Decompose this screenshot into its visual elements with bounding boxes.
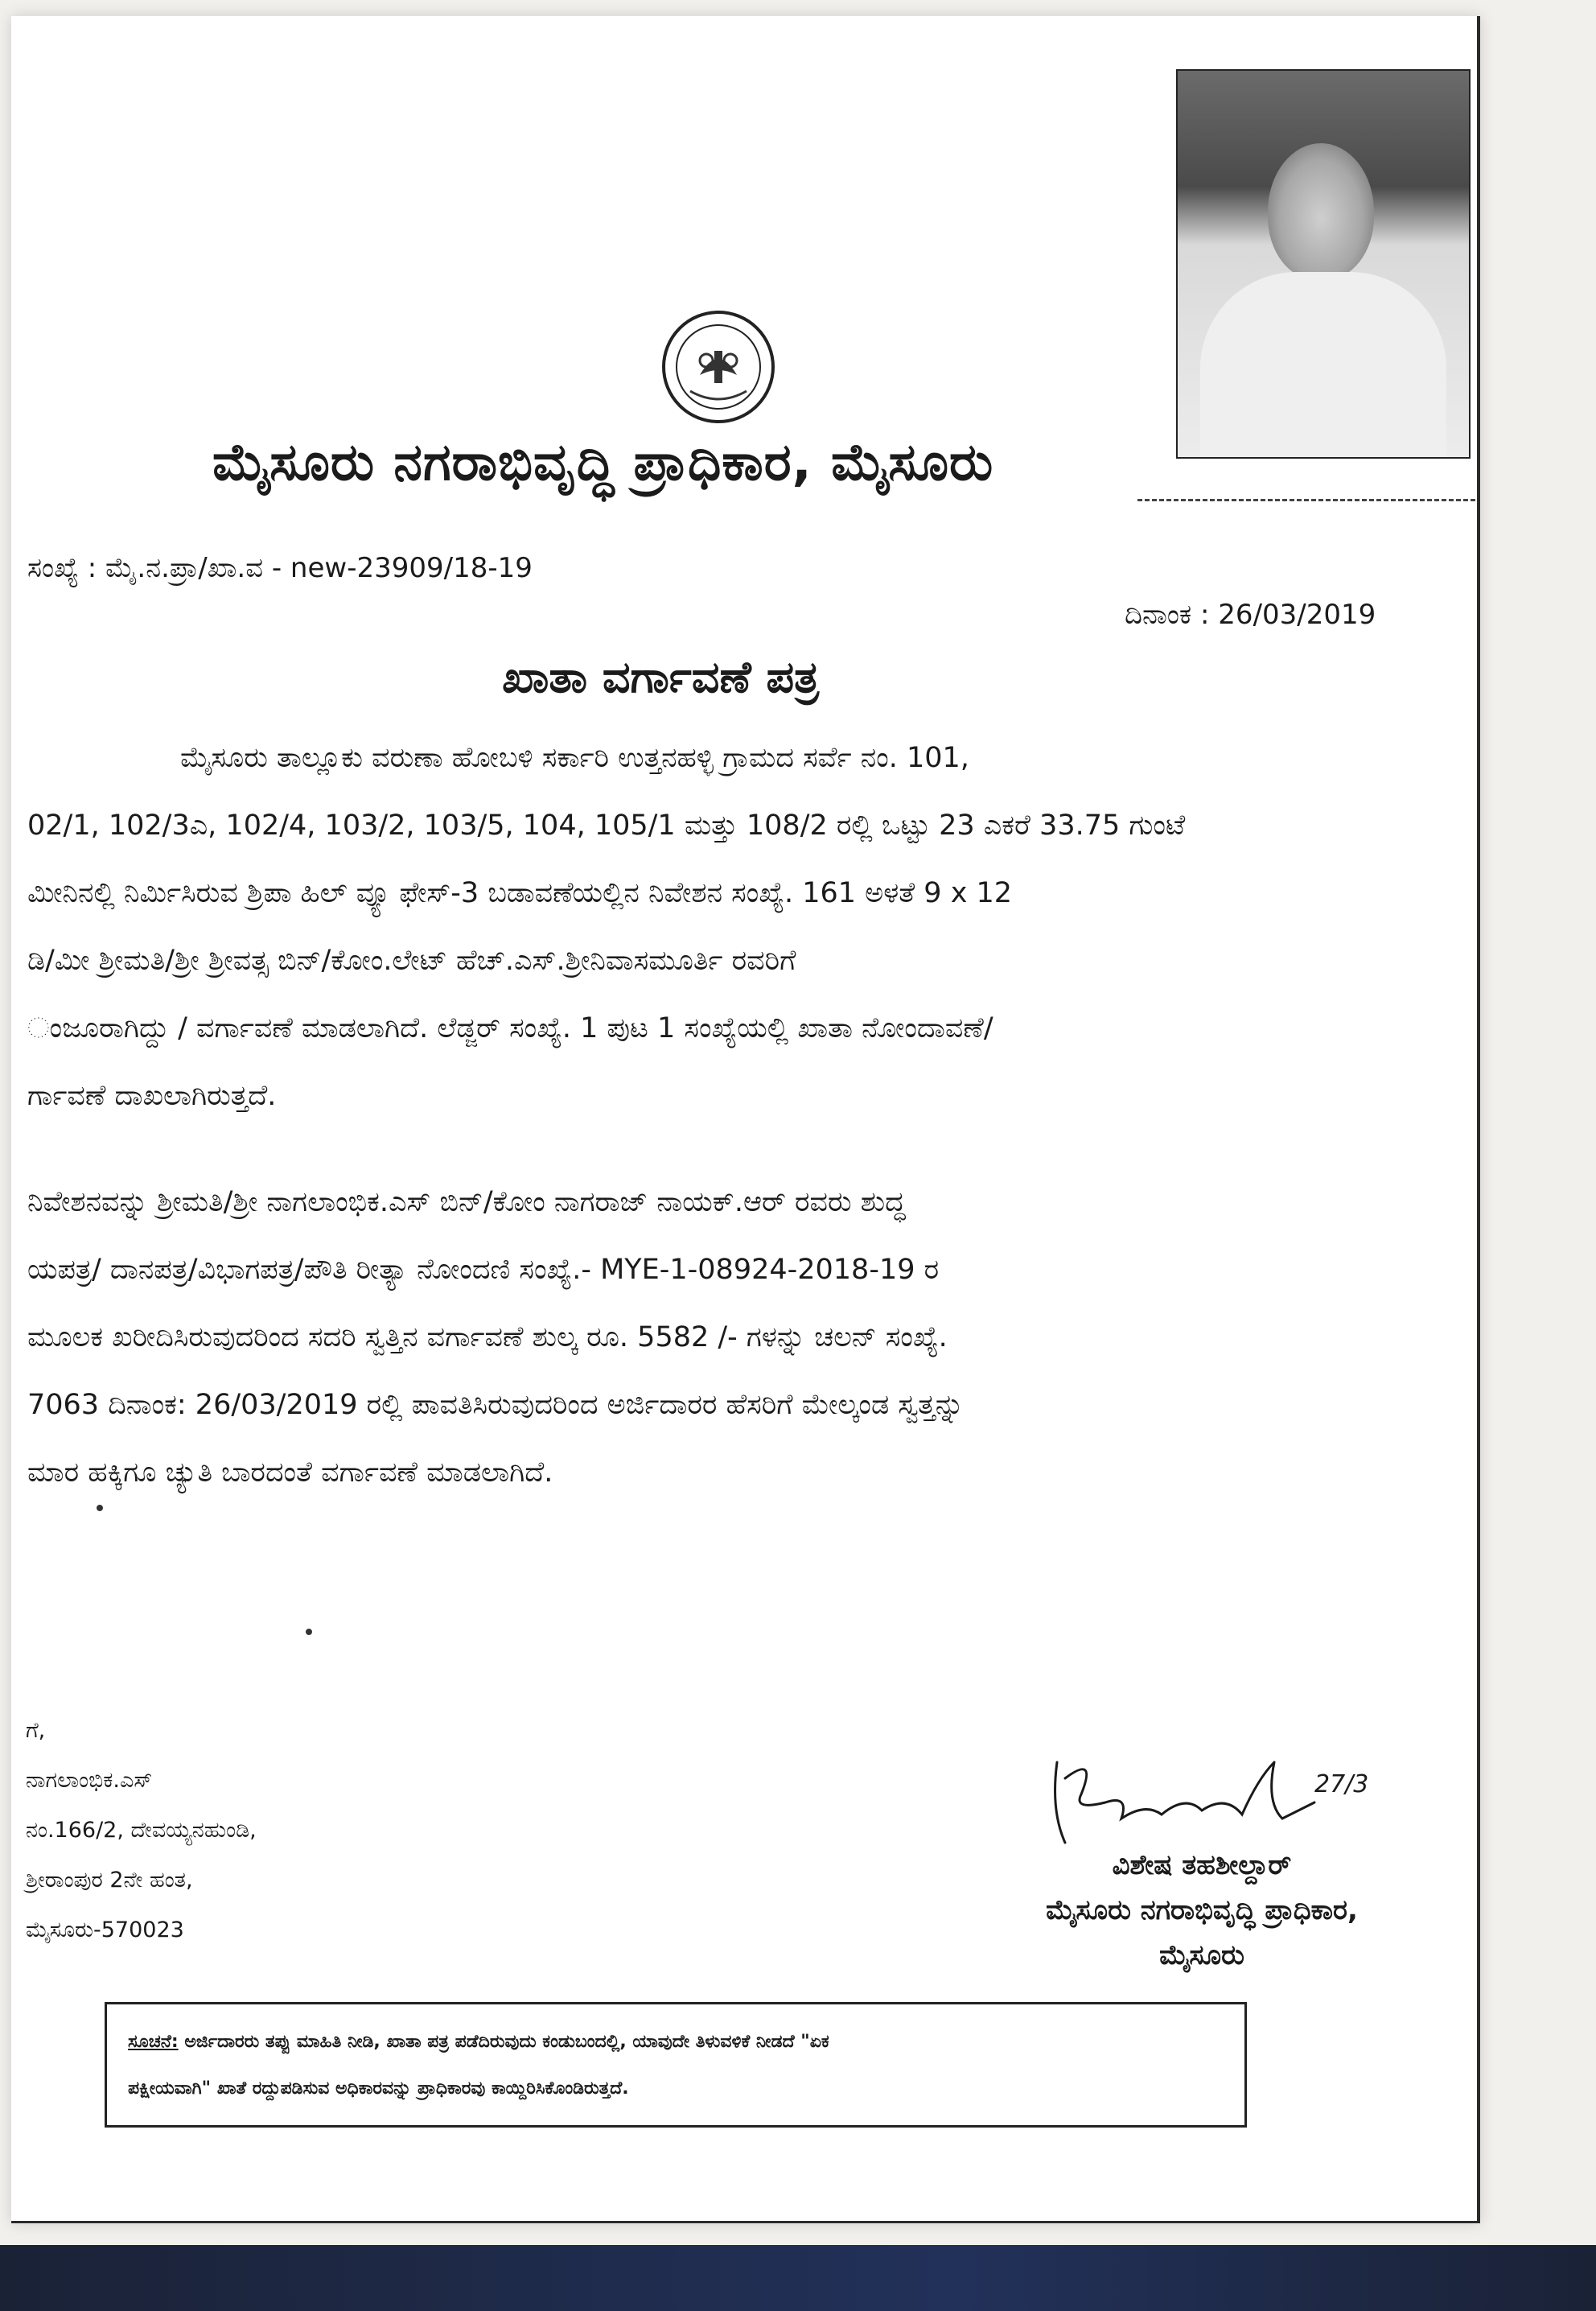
ink-speck bbox=[306, 1629, 312, 1635]
paragraph-2-line: ಮೂಲಕ ಖರೀದಿಸಿರುವುದರಿಂದ ಸದರಿ ಸ್ವತ್ತಿನ ವರ್ಗಾವಣೆ ಶುಲ್ಕ ರೂ. 5582 /- ಗಳನ್ನು ಚಲನ್ ಸಂಖ್ಯೆ. bbox=[27, 1321, 948, 1353]
title-divider bbox=[1137, 499, 1475, 501]
photo-body-shape bbox=[1200, 272, 1446, 457]
applicant-address bbox=[26, 1706, 257, 1955]
paragraph-1 bbox=[11, 724, 1459, 1130]
notice-text-line-2: ಪಕ್ಷೀಯವಾಗಿ" ಖಾತೆ ರದ್ದುಪಡಿಸುವ ಅಧಿಕಾರವನ್ನು ಪ್ರಾಧಿಕಾರವು ಕಾಯ್ದಿರಿಸಿಕೊಂಡಿರುತ್ತದೆ. bbox=[128, 2078, 629, 2099]
paragraph-1-line: ಂಜೂರಾಗಿದ್ದು / ವರ್ಗಾವಣೆ ಮಾಡಲಾಗಿದೆ. ಲೆಡ್ಜರ್ ಸಂಖ್ಯೆ. 1 ಪುಟ 1 ಸಂಖ್ಯೆಯಲ್ಲಿ ಖಾತಾ ನೋಂದಾವಣೆ/ bbox=[27, 1012, 993, 1044]
reference-number: ಸಂಖ್ಯೆ : ಮೈ.ನ.ಪ್ರಾ/ಖಾ.ವ - new-23909/18-19 bbox=[27, 552, 533, 584]
document-page bbox=[11, 16, 1480, 2223]
paragraph-1-line: 02/1, 102/3ಎ, 102/4, 103/2, 103/5, 104, 105/1 ಮತ್ತು 108/2 ರಲ್ಲಿ ಒಟ್ಟು 23 ಎಕರೆ 33.75 ಗುಂಟೆ bbox=[27, 809, 1186, 842]
officer-block bbox=[928, 1843, 1475, 1978]
officer-office: ಮೈಸೂರು ನಗರಾಭಿವೃದ್ಧಿ ಪ್ರಾಧಿಕಾರ, bbox=[1046, 1894, 1358, 1926]
paragraph-2-line: 7063 ದಿನಾಂಕ: 26/03/2019 ರಲ್ಲಿ ಪಾವತಿಸಿರುವುದರಿಂದ ಅರ್ಜಿದಾರರ ಹೆಸರಿಗೆ ಮೇಲ್ಕಂಡ ಸ್ವತ್ತನ್ನು bbox=[27, 1389, 965, 1421]
authority-seal-icon bbox=[658, 295, 779, 439]
paragraph-2-line: ನಿವೇಶನವನ್ನು ಶ್ರೀಮತಿ/ಶ್ರೀ ನಾಗಲಾಂಭಿಕ.ಎಸ್ ಬಿನ್/ಕೋಂ ನಾಗರಾಜ್ ನಾಯಕ್.ಆರ್ ರವರು ಶುದ್ಧ bbox=[27, 1186, 906, 1218]
paragraph-1-line: ರ್ಗಾವಣೆ ದಾಖಲಾಗಿರುತ್ತದೆ. bbox=[27, 1080, 277, 1112]
paragraph-2-line: ಯಪತ್ರ/ ದಾನಪತ್ರ/ವಿಭಾಗಪತ್ರ/ಪೌತಿ ರೀತ್ಯಾ ನೋಂದಣಿ ಸಂಖ್ಯೆ.- MYE-1-08924-2018-19 ರ bbox=[27, 1254, 940, 1286]
officer-designation: ವಿಶೇಷ ತಹಶೀಲ್ದಾರ್ bbox=[1112, 1849, 1292, 1881]
address-salutation: ಗೆ, bbox=[26, 1718, 46, 1743]
paragraph-1-line: ಮೈಸೂರು ತಾಲ್ಲೂಕು ವರುಣಾ ಹೋಬಳಿ ಸರ್ಕಾರಿ ಉತ್ತನಹಳ್ಳಿ ಗ್ರಾಮದ ಸರ್ವೆ ನಂ. 101, bbox=[180, 742, 969, 774]
photo-head-shape bbox=[1268, 143, 1374, 280]
address-city: ಮೈಸೂರು-570023 bbox=[26, 1918, 184, 1942]
paragraph-1-line: ಮೀನಿನಲ್ಲಿ ನಿರ್ಮಿಸಿರುವ ಶ್ರಿಪಾ ಹಿಲ್ ವ್ಯೂ ಫೇಸ್-3 ಬಡಾವಣೆಯಲ್ಲಿನ ನಿವೇಶನ ಸಂಖ್ಯೆ. 161 ಅಳತೆ 9 x 12 bbox=[27, 877, 1013, 909]
scan-background-strip bbox=[0, 2245, 1596, 2311]
document-heading: ಖಾತಾ ವರ್ಗಾವಣೆ ಪತ್ರ bbox=[502, 652, 820, 702]
paragraph-1-line: ಡಿ/ಮೀ ಶ್ರೀಮತಿ/ಶ್ರೀ ಶ್ರೀವತ್ಸ ಬಿನ್/ಕೋಂ.ಲೇಟ್ ಹೆಚ್.ಎಸ್.ಶ್ರೀನಿವಾಸಮೂರ್ತಿ ರವರಿಗೆ bbox=[27, 945, 796, 977]
applicant-name: ನಾಗಲಾಂಭಿಕ.ಎಸ್ bbox=[26, 1768, 153, 1793]
authority-title: ಮೈಸೂರು ನಗರಾಭಿವೃದ್ಧಿ ಪ್ರಾಧಿಕಾರ, ಮೈಸೂರು bbox=[212, 433, 994, 492]
applicant-photo bbox=[1176, 69, 1471, 459]
address-line-2: ಶ್ರೀರಾಂಪುರ 2ನೇ ಹಂತ, bbox=[26, 1868, 193, 1893]
notice-label: ಸೂಚನೆ: bbox=[128, 2032, 179, 2052]
ink-speck bbox=[97, 1505, 103, 1511]
notice-box bbox=[105, 2002, 1247, 2128]
notice-text-line-1: ಅರ್ಜಿದಾರರು ತಪ್ಪು ಮಾಹಿತಿ ನೀಡಿ, ಖಾತಾ ಪತ್ರ ಪಡೆದಿರುವುದು ಕಂಡುಬಂದಲ್ಲಿ, ಯಾವುದೇ ತಿಳುವಳಿಕೆ ನೀಡದೆ "ಏಕ bbox=[184, 2032, 829, 2052]
officer-city: ಮೈಸೂರು bbox=[1159, 1939, 1244, 1971]
signature-date-scrawl: 27/3 bbox=[1314, 1770, 1369, 1798]
issue-date: ದಿನಾಂಕ : 26/03/2019 bbox=[1125, 599, 1376, 631]
address-line-1: ನಂ.166/2, ದೇವಯ್ಯನಹುಂಡಿ, bbox=[26, 1818, 257, 1843]
officer-signature bbox=[1033, 1746, 1403, 1859]
paragraph-2-line: ಮಾರ ಹಕ್ಕಿಗೂ ಚ್ಯುತಿ ಬಾರದಂತೆ ವರ್ಗಾವಣೆ ಮಾಡಲಾಗಿದೆ. bbox=[27, 1456, 553, 1489]
paragraph-2 bbox=[11, 1168, 1459, 1506]
